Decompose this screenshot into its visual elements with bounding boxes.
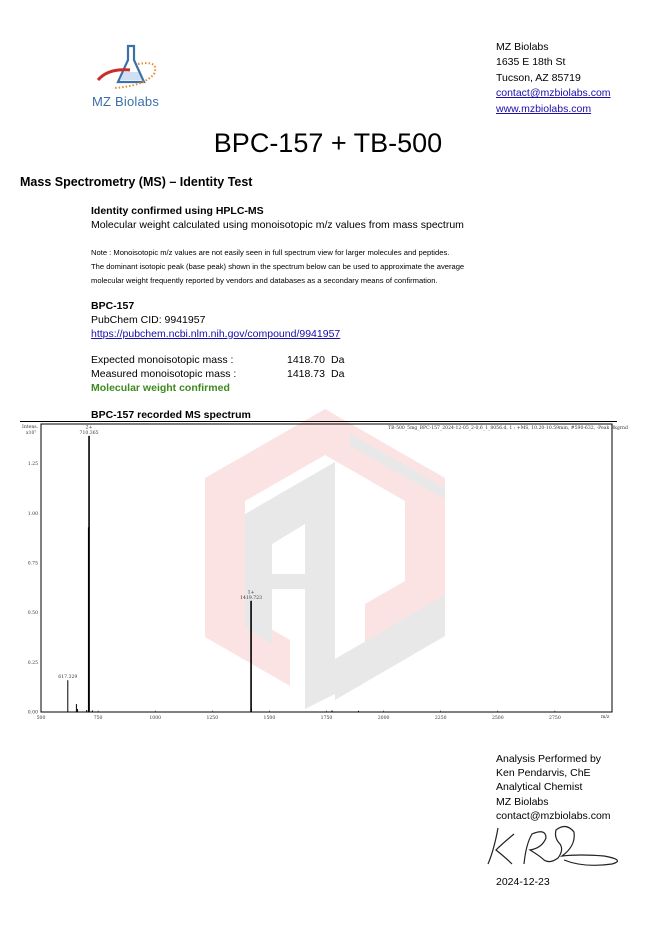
analyst-company: MZ Biolabs [496, 795, 549, 808]
x-tick-label: 1500 [263, 716, 276, 721]
y-tick-label: 0.75 [27, 561, 38, 567]
expected-mass-value: 1418.70 [287, 354, 325, 366]
peak-label: 1419.723 [240, 595, 263, 601]
method-block [91, 204, 464, 232]
x-tick-label: 1000 [149, 716, 162, 721]
measured-mass-row [91, 367, 344, 381]
pubchem-cid: PubChem CID: 9941957 [91, 314, 206, 326]
page-title: BPC-157 + TB-500 [213, 128, 443, 158]
analyst-title: Analytical Chemist [496, 781, 583, 794]
analyst-name: Ken Pendarvis, ChE [496, 767, 591, 780]
x-tick-label: 2000 [377, 716, 390, 721]
y-tick-label: 1.25 [27, 462, 38, 468]
spectrum-heading: BPC-157 recorded MS spectrum [91, 409, 251, 421]
x-axis-label: m/z [601, 715, 610, 720]
x-tick-label: 1750 [320, 716, 333, 721]
x-tick-label: 2500 [491, 716, 504, 721]
y-axis-ticks [28, 461, 38, 715]
expected-mass-label: Expected monoisotopic mass : [91, 354, 234, 366]
company-name: MZ Biolabs [496, 41, 549, 53]
x-tick-label: 2250 [434, 716, 447, 721]
pubchem-link[interactable]: https://pubchem.ncbi.nlm.nih.gov/compound/9941957 [91, 328, 341, 340]
section-heading: Mass Spectrometry (MS) – Identity Test [20, 175, 253, 189]
peak-charge-label: 2+ [85, 425, 93, 431]
y-tick-label: 0.00 [27, 710, 38, 716]
signature [484, 820, 634, 870]
spectrum-plot [0, 420, 656, 725]
analyst-email: contact@mzbiolabs.com [496, 809, 611, 822]
website-link[interactable]: www.mzbiolabs.com [496, 102, 592, 115]
note-line-2: The dominant isotopic peak (base peak) shown in the spectrum below can be used to approximate the average [91, 262, 465, 271]
signoff-line-1: Analysis Performed by [496, 753, 602, 765]
x-tick-label: 2750 [549, 716, 561, 721]
compound-info [91, 299, 340, 341]
x-tick-label: 500 [36, 716, 46, 721]
email-link[interactable]: contact@mzbiolabs.com [496, 87, 611, 100]
confirmation-status: Molecular weight confirmed [91, 382, 230, 394]
y-tick-label: 1.00 [27, 511, 38, 517]
note-line-1: Note : Monoisotopic m/z values are not easily seen in full spectrum view for larger molecules and peptides. [91, 248, 450, 257]
y-axis-label: Intens. [22, 425, 39, 430]
measured-mass-unit: Da [331, 368, 345, 380]
signoff-date: 2024-12-23 [496, 876, 550, 888]
x-tick-label: 1250 [206, 716, 219, 721]
company-logo [86, 42, 166, 110]
y-axis-exponent: x10⁷ [26, 431, 37, 436]
company-address [496, 40, 611, 117]
address-line-2: Tucson, AZ 85719 [496, 71, 581, 84]
analyst-signoff [496, 752, 611, 823]
expected-mass-row [91, 353, 344, 367]
note-text [91, 246, 551, 288]
peak-label: 710.365 [79, 430, 99, 436]
y-tick-label: 0.50 [27, 611, 38, 617]
flask-logo-icon [94, 42, 164, 94]
measured-mass-label: Measured monoisotopic mass : [91, 368, 237, 380]
measured-mass-value: 1418.73 [287, 368, 325, 380]
method-line: Molecular weight calculated using monoisotopic m/z values from mass spectrum [91, 219, 464, 231]
ms-spectrum-chart [0, 420, 656, 725]
logo-text: MZ Biolabs [92, 94, 160, 109]
signature-icon [484, 820, 634, 870]
mass-results [91, 353, 344, 395]
peak-charge-label: 1+ [247, 590, 255, 596]
expected-mass-unit: Da [331, 354, 345, 366]
compound-name: BPC-157 [91, 300, 135, 312]
peak-label: 617.329 [58, 675, 78, 681]
spectrum-peaks [58, 424, 358, 712]
note-line-3: molecular weight frequently reported by vendors and databases as a secondary means of confirmation. [91, 276, 438, 285]
y-tick-label: 0.25 [27, 660, 38, 666]
chart-title: TB-500_5mg_BPC-157_2024-12-05_2-0,6_1_8056.d, 1 : +MS, 10.20-10.59min, #590-632, -Peak Bkgrnd [388, 426, 628, 431]
identity-line: Identity confirmed using HPLC-MS [91, 205, 264, 217]
x-tick-label: 750 [93, 716, 103, 721]
address-line-1: 1635 E 18th St [496, 56, 566, 69]
